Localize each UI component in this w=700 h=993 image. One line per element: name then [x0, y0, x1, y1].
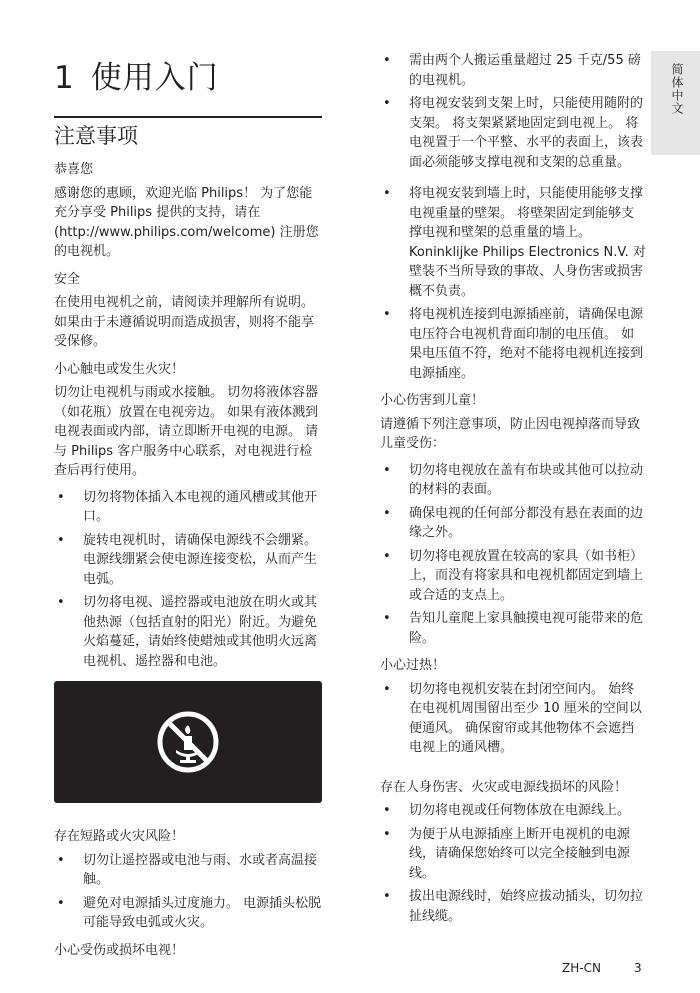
right-column	[380, 51, 647, 932]
short-circuit-list	[54, 851, 322, 933]
children-list	[380, 461, 647, 649]
chapter-title-text: 使用入门	[90, 60, 219, 96]
list-item: • 告知儿童爬上家具触摸电视可能带来的危险。	[380, 609, 647, 648]
language-tab	[651, 51, 700, 155]
list-item: • 将电视安装到墙上时，只能使用能够支撑电视重量的壁架。 将壁架固定到能够支撑电视和壁架的总重量的墙上。 Koninklijke Philips Electronics N.V. 对壁装不当所导致的事故、人身伤害或损害概不负责。	[380, 184, 647, 301]
overheat-heading: 小心过热！	[380, 658, 446, 673]
footer-language: ZH-CN	[562, 961, 601, 975]
list-item: • 将电视机连接到电源插座前，请确保电源电压符合电视机背面印制的电压值。 如果电压值不符，绝对不能将电视机连接到电源插座。	[380, 305, 647, 383]
language-tab-label: 简体中文	[670, 63, 684, 115]
damage-heading: 小心受伤或损坏电视！	[54, 942, 185, 958]
safety-heading: 安全	[54, 271, 81, 287]
page-number: 3	[634, 961, 642, 975]
warning-image	[54, 681, 322, 803]
children-text: 请遵循下列注意事项，防止因电视掉落而导致儿童受伤：	[380, 416, 641, 451]
shock-text: 切勿让电视机与雨或水接触。 切勿将液体容器（如花瓶）放置在电视旁边。 如果有液体溅到电视表面或内部，请立即断开电视的电源。 请与 Philips 客户服务中心联系，对电视进行检查后再行使用。	[54, 385, 319, 478]
chapter-title	[54, 58, 322, 98]
list-item: • 切勿将电视放置在较高的家具（如书柜）上，而没有将家具和电视机都固定到墙上或合适的支点上。	[380, 547, 647, 606]
short-circuit-heading: 存在短路或火灾风险！	[54, 829, 185, 844]
list-item: • 切勿让遥控器或电池与雨、水或者高温接触。	[54, 851, 322, 890]
chapter-number: 1	[54, 60, 75, 96]
list-item: • 确保电视的任何部分都没有悬在表面的边缘之外。	[380, 504, 647, 543]
left-column	[54, 58, 322, 964]
damage-list-b	[380, 184, 647, 383]
list-item: • 切勿将电视或任何物体放在电源线上。	[380, 801, 647, 821]
children-heading: 小心伤害到儿童！	[380, 393, 485, 408]
list-item: • 拔出电源线时，始终应拔动插头，切勿拉扯线缆。	[380, 887, 647, 926]
risk-list	[380, 801, 647, 926]
safety-text: 在使用电视机之前，请阅读并理解所有说明。 如果由于未遵循说明而造成损害，则将不能享受保修。	[54, 295, 315, 349]
list-item: • 为便于从电源插座上断开电视机的电源线，请确保您始终可以完全接触到电源线。	[380, 825, 647, 884]
shock-heading: 小心触电或发生火灾！	[54, 361, 185, 377]
list-item: • 避免对电源插头过度施力。 电源插头松脱可能导致电弧或火灾。	[54, 894, 322, 933]
congrats-text: 感谢您的惠顾，欢迎光临 Philips！ 为了您能充分享受 Philips 提供的支持，请在 (http://www.philips.com/welcome) 注册您的电视机。	[54, 185, 319, 259]
list-item: • 需由两个人搬运重量超过 25 千克/55 磅的电视机。	[380, 51, 647, 90]
list-item: • 切勿将电视放在盖有布块或其他可以拉动的材料的表面。	[380, 461, 647, 500]
list-item: • 切勿将电视、遥控器或电池放在明火或其他热源（包括直射的阳光）附近。为避免火焰蔓延，请始终使蜡烛或其他明火远离电视机、遥控器和电池。	[54, 593, 322, 671]
list-item: • 旋转电视机时，请确保电源线不会绷紧。 电源线绷紧会使电源连接变松，从而产生电弧。	[54, 531, 322, 590]
list-item: • 切勿将电视机安装在封闭空间内。 始终在电视机周围留出至少 10 厘米的空间以便通风。 确保窗帘或其他物体不会遮挡电视上的通风槽。	[380, 680, 647, 758]
shock-list	[54, 488, 322, 672]
congrats-heading: 恭喜您	[54, 162, 94, 177]
damage-list-a	[380, 51, 647, 172]
list-item: • 将电视安装到支架上时，只能使用随附的支架。 将支架紧紧地固定到电视上。 将电视置于一个平整、水平的表面上，该表面必须能够支撑电视和支架的总重量。	[380, 94, 647, 172]
risk-heading: 存在人身伤害、火灾或电源线损坏的风险！	[380, 779, 628, 795]
list-item: • 切勿将物体插入本电视的通风槽或其他开口。	[54, 488, 322, 527]
section-title: 注意事项	[54, 116, 322, 150]
overheat-list	[380, 680, 647, 758]
no-candle-icon	[155, 709, 221, 775]
